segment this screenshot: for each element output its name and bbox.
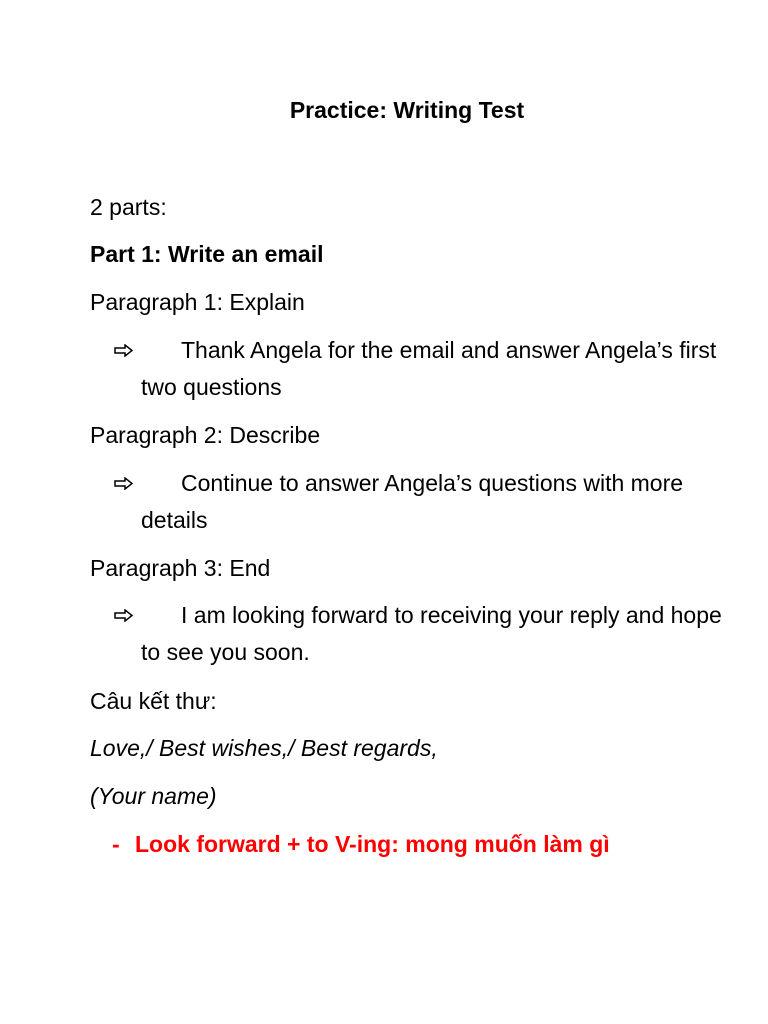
note-text: Look forward + to V-ing: mong muốn làm gì [135,831,610,857]
grammar-note [112,829,610,859]
paragraph-3-heading: Paragraph 3: End [90,555,271,581]
signature-placeholder: (Your name) [90,783,217,809]
part1-heading: Part 1: Write an email [90,241,324,267]
right-arrow-outline-icon [114,332,138,369]
paragraph-2-point-text: Continue to answer Angela’s questions with more details [141,470,684,533]
paragraph-2-heading: Paragraph 2: Describe [90,422,321,448]
paragraph-1-point-text: Thank Angela for the email and answer Angela’s first two questions [141,337,717,400]
right-arrow-outline-icon [114,465,138,502]
closing-label: Câu kết thư: [90,688,217,714]
closing-phrases: Love,/ Best wishes,/ Best regards, [90,735,438,761]
parts-count: 2 parts: [90,194,167,220]
page-title: Practice: Writing Test [289,97,525,123]
note-dash: - [112,831,120,857]
paragraph-1-heading: Paragraph 1: Explain [90,289,305,315]
right-arrow-outline-icon [114,597,138,634]
paragraph-3-point-text: I am looking forward to receiving your reply and hope to see you soon. [141,602,722,665]
paragraph-2-point [114,465,724,539]
paragraph-3-point [114,597,724,671]
paragraph-1-point [114,332,724,406]
